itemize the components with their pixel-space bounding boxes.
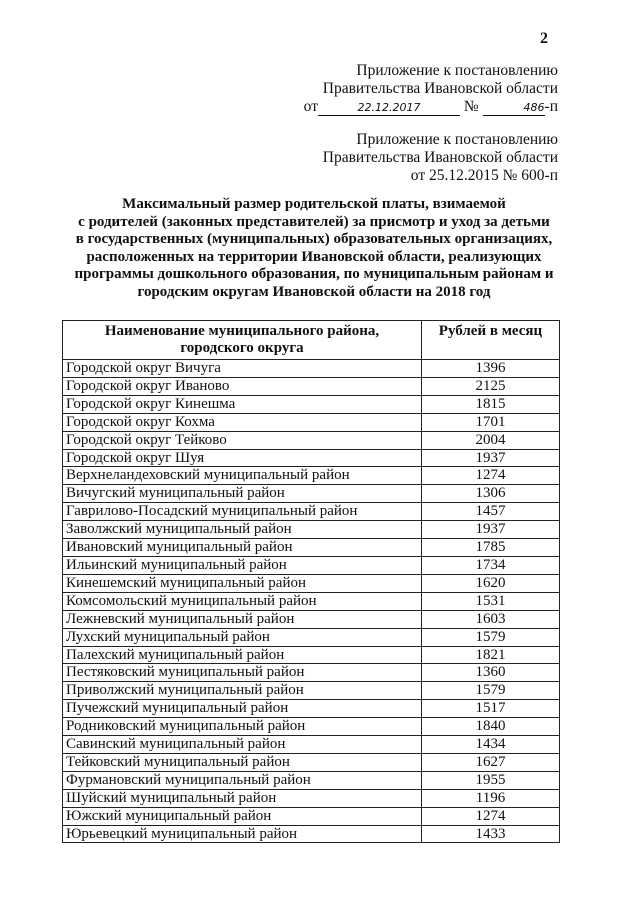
appendix-new-header (304, 62, 558, 116)
table-row (63, 539, 560, 557)
table-row (63, 377, 560, 395)
district-name: Городской округ Тейково (63, 431, 422, 449)
appendix-line1: Приложение к постановлению (356, 62, 558, 79)
table-row (63, 789, 560, 807)
district-name: Вичугский муниципальный район (63, 485, 422, 503)
appendix-line2: Правительства Ивановской области (322, 80, 558, 97)
district-name: Лухский муниципальный район (63, 628, 422, 646)
district-name: Палехский муниципальный район (63, 646, 422, 664)
fee-value: 1396 (422, 360, 560, 378)
district-name: Родниковский муниципальный район (63, 718, 422, 736)
district-name: Городской округ Вичуга (63, 360, 422, 378)
fee-value: 1815 (422, 395, 560, 413)
table-row (63, 682, 560, 700)
fee-value: 1517 (422, 700, 560, 718)
fee-value: 1434 (422, 736, 560, 754)
fee-value: 1955 (422, 771, 560, 789)
handwritten-date: 22.12.2017 (318, 101, 460, 116)
table-row (63, 592, 560, 610)
district-name: Шуйский муниципальный район (63, 789, 422, 807)
table-row (63, 664, 560, 682)
fee-value: 1627 (422, 753, 560, 771)
table-header-row (63, 321, 560, 360)
fee-value: 1785 (422, 539, 560, 557)
title-line: городским округам Ивановской области на 2018 год (137, 283, 491, 300)
district-name: Южский муниципальный район (63, 807, 422, 825)
header-value: Рублей в месяц (422, 321, 560, 360)
table-row (63, 718, 560, 736)
fee-value: 1821 (422, 646, 560, 664)
fee-value: 1734 (422, 556, 560, 574)
district-name: Кинешемский муниципальный район (63, 574, 422, 592)
fee-value: 1274 (422, 467, 560, 485)
district-name: Городской округ Кохма (63, 413, 422, 431)
fee-value: 1579 (422, 682, 560, 700)
table-row (63, 503, 560, 521)
table-row (63, 556, 560, 574)
from-label: от (303, 98, 318, 115)
district-name: Комсомольский муниципальный район (63, 592, 422, 610)
fee-value: 1620 (422, 574, 560, 592)
fee-value: 1531 (422, 592, 560, 610)
table-row (63, 646, 560, 664)
district-name: Городской округ Кинешма (63, 395, 422, 413)
table-row (63, 485, 560, 503)
appendix-date-line (304, 98, 558, 116)
district-name: Тейковский муниципальный район (63, 753, 422, 771)
table-row (63, 736, 560, 754)
fee-value: 1433 (422, 825, 560, 843)
fee-value: 1360 (422, 664, 560, 682)
header-name: Наименование муниципального района, городского округа (63, 321, 422, 360)
appendix-line1: Приложение к постановлению (356, 131, 558, 148)
fee-value: 1937 (422, 521, 560, 539)
fee-table (62, 320, 560, 843)
table-row (63, 449, 560, 467)
document-title (60, 196, 568, 302)
district-name: Ильинский муниципальный район (63, 556, 422, 574)
table-row (63, 700, 560, 718)
table-row (63, 825, 560, 843)
district-name: Пучежский муниципальный район (63, 700, 422, 718)
title-line: в государственных (муниципальных) образовательных организациях, (75, 231, 553, 248)
appendix-line2: Правительства Ивановской области (322, 149, 558, 166)
table-row (63, 413, 560, 431)
table-row (63, 753, 560, 771)
fee-value: 1937 (422, 449, 560, 467)
district-name: Заволжский муниципальный район (63, 521, 422, 539)
number-suffix: -п (544, 98, 558, 115)
table-row (63, 628, 560, 646)
table-row (63, 610, 560, 628)
title-line: Максимальный размер родительской платы, взимаемой (122, 196, 506, 212)
district-name: Верхнеландеховский муниципальный район (63, 467, 422, 485)
fee-value: 1579 (422, 628, 560, 646)
table-row (63, 360, 560, 378)
fee-value: 1603 (422, 610, 560, 628)
title-line: с родителей (законных представителей) за присмотр и уход за детьми (78, 213, 550, 230)
table-row (63, 467, 560, 485)
district-name: Приволжский муниципальный район (63, 682, 422, 700)
district-name: Городской округ Иваново (63, 377, 422, 395)
table-row (63, 807, 560, 825)
fee-value: 2125 (422, 377, 560, 395)
handwritten-number: 486 (483, 101, 545, 116)
fee-value: 2004 (422, 431, 560, 449)
district-name: Савинский муниципальный район (63, 736, 422, 754)
appendix-line3: от 25.12.2015 № 600-п (410, 167, 558, 184)
table-row (63, 771, 560, 789)
table-row (63, 521, 560, 539)
district-name: Фурмановский муниципальный район (63, 771, 422, 789)
fee-value: 1457 (422, 503, 560, 521)
district-name: Юрьевецкий муниципальный район (63, 825, 422, 843)
table-row (63, 431, 560, 449)
number-label: № (463, 98, 479, 115)
fee-value: 1306 (422, 485, 560, 503)
title-line: программы дошкольного образования, по муниципальным районам и (74, 266, 554, 283)
fee-value: 1701 (422, 413, 560, 431)
page-number: 2 (540, 30, 548, 47)
district-name: Пестяковский муниципальный район (63, 664, 422, 682)
district-name: Ивановский муниципальный район (63, 539, 422, 557)
title-line: расположенных на территории Ивановской области, реализующих (86, 248, 542, 265)
appendix-old-header (323, 131, 558, 185)
table-row (63, 574, 560, 592)
district-name: Городской округ Шуя (63, 449, 422, 467)
fee-value: 1840 (422, 718, 560, 736)
fee-value: 1196 (422, 789, 560, 807)
district-name: Лежневский муниципальный район (63, 610, 422, 628)
fee-value: 1274 (422, 807, 560, 825)
table-row (63, 395, 560, 413)
district-name: Гаврилово-Посадский муниципальный район (63, 503, 422, 521)
